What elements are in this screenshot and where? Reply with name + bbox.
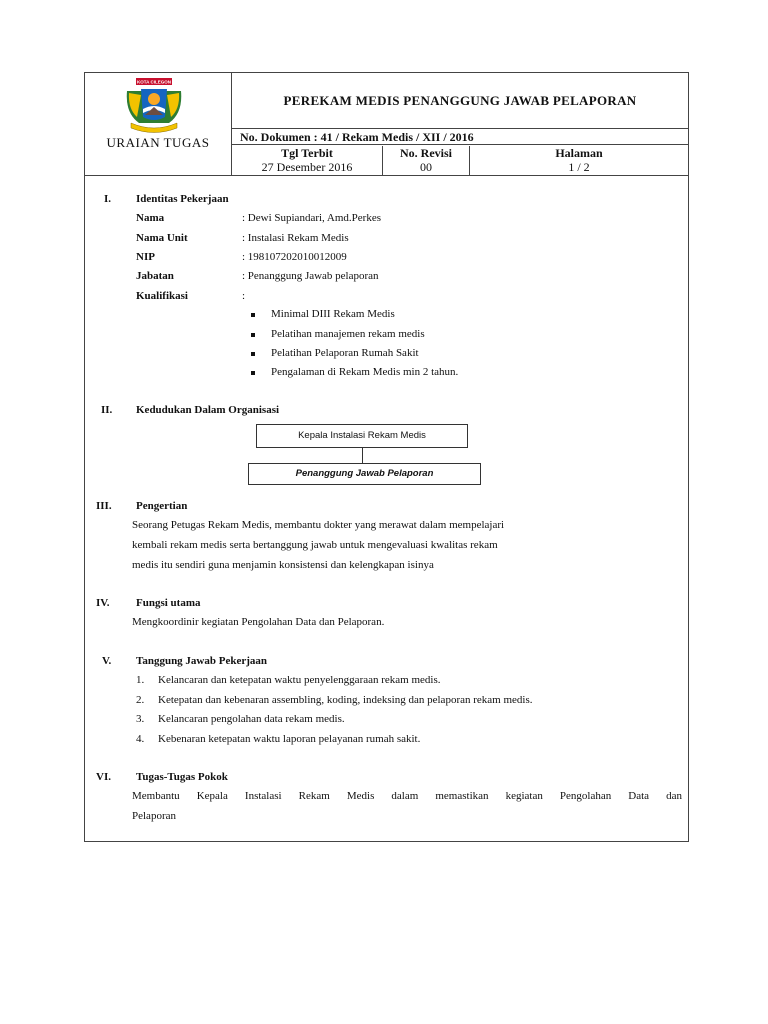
city-emblem-logo <box>119 77 189 137</box>
bullet-icon <box>251 313 255 317</box>
fungsi-text: Mengkoordinir kegiatan Pengolahan Data dan Pelaporan. <box>132 616 385 628</box>
field-label-nama-unit: Nama Unit <box>136 232 188 244</box>
tanggung-jawab-item: Kelancaran dan ketepatan waktu penyelenggaraan rekam medis. <box>158 674 441 686</box>
document-frame <box>84 72 689 842</box>
bullet-icon <box>251 352 255 356</box>
field-value-nama-unit: : Instalasi Rekam Medis <box>242 232 349 244</box>
org-connector-line <box>362 448 363 463</box>
tgl-terbit-value: 27 Desember 2016 <box>261 160 353 174</box>
pengertian-line: Seorang Petugas Rekam Medis, membantu dokter yang merawat dalam mempelajari <box>132 519 505 531</box>
tanggung-jawab-item: Ketepatan dan kebenaran assembling, koding, indeksing dan pelaporan rekam medis. <box>158 694 533 706</box>
section-number: III. <box>96 500 112 512</box>
field-value-nip: : 198107202010012009 <box>242 251 347 263</box>
section-number: II. <box>101 404 113 416</box>
field-label-kualifikasi: Kualifikasi <box>136 290 188 302</box>
org-box-kepala-instalasi: Kepala Instalasi Rekam Medis <box>256 424 468 448</box>
field-value-jabatan: : Penanggung Jawab pelaporan <box>242 270 379 282</box>
bullet-icon <box>251 333 255 337</box>
document-title: PEREKAM MEDIS PENANGGUNG JAWAB PELAPORAN <box>232 73 688 129</box>
section-number: IV. <box>96 597 110 609</box>
bullet-icon <box>251 371 255 375</box>
field-value-kualifikasi: : <box>242 290 246 302</box>
field-label-nama: Nama <box>136 212 165 224</box>
kualifikasi-item: Minimal DIII Rekam Medis <box>271 308 395 320</box>
header-logo-cell <box>85 73 232 175</box>
list-number: 1. <box>136 674 145 686</box>
section-title-tanggung-jawab: Tanggung Jawab Pekerjaan <box>136 655 268 667</box>
kualifikasi-item: Pelatihan manajemen rekam medis <box>271 328 425 340</box>
halaman-value: 1 / 2 <box>568 160 590 174</box>
pengertian-line: kembali rekam medis serta bertanggung jawab untuk mengevaluasi kwalitas rekam <box>132 539 498 551</box>
section-title-pengertian: Pengertian <box>136 500 188 512</box>
tugas-line-1: Membantu Kepala Instalasi Rekam Medis dalam memastikan kegiatan Pengolahan Data dan <box>132 790 682 802</box>
tanggung-jawab-item: Kelancaran pengolahan data rekam medis. <box>158 713 345 725</box>
section-title-fungsi: Fungsi utama <box>136 597 201 609</box>
kualifikasi-item: Pelatihan Pelaporan Rumah Sakit <box>271 347 419 359</box>
pengertian-line: medis itu sendiri guna menjamin konsistensi dan kelengkapan isinya <box>132 559 434 571</box>
tgl-terbit-cell <box>232 146 383 175</box>
no-revisi-cell <box>383 146 470 175</box>
org-box-penanggung-jawab: Penanggung Jawab Pelaporan <box>248 463 481 485</box>
tugas-line-2: Pelaporan <box>132 810 176 822</box>
list-number: 2. <box>136 694 145 706</box>
section-number: V. <box>102 655 112 667</box>
kualifikasi-item: Pengalaman di Rekam Medis min 2 tahun. <box>271 366 459 378</box>
no-revisi-value: 00 <box>420 160 432 174</box>
field-label-nip: NIP <box>136 251 155 263</box>
tanggung-jawab-item: Kebenaran ketepatan waktu laporan pelayanan rumah sakit. <box>158 733 421 745</box>
section-title-identitas: Identitas Pekerjaan <box>136 193 229 205</box>
document-header <box>85 73 688 176</box>
no-revisi-label: No. Revisi <box>400 146 452 160</box>
tugas-text <box>132 790 682 802</box>
uraian-tugas-label: URAIAN TUGAS <box>106 135 210 150</box>
section-number: I. <box>104 193 112 205</box>
field-label-jabatan: Jabatan <box>136 270 174 282</box>
section-title-kedudukan: Kedudukan Dalam Organisasi <box>136 404 280 416</box>
tgl-terbit-label: Tgl Terbit <box>281 146 333 160</box>
svg-text:KOTA CILEGON: KOTA CILEGON <box>137 79 171 85</box>
list-number: 3. <box>136 713 145 725</box>
section-number: VI. <box>96 771 111 783</box>
list-number: 4. <box>136 733 145 745</box>
halaman-cell <box>470 146 688 175</box>
document-number: No. Dokumen : 41 / Rekam Medis / XII / 2016 <box>232 129 688 145</box>
field-value-nama: : Dewi Supiandari, Amd.Perkes <box>242 212 382 224</box>
halaman-label: Halaman <box>555 146 603 160</box>
section-title-tugas: Tugas-Tugas Pokok <box>136 771 228 783</box>
